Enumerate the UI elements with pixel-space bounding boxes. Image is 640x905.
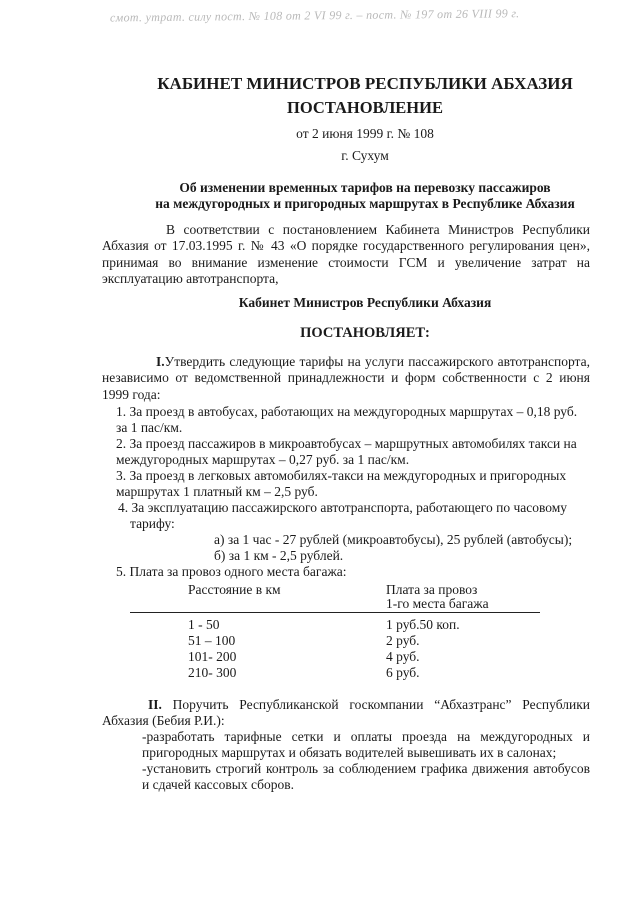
city: г. Сухум (341, 148, 389, 163)
section-2-intro-text: Поручить Республиканской госкомпании “Абхазтранс” Республики Абхазия (Бебия Р.И.): (102, 697, 590, 729)
table-row-distance: 1 - 50 (188, 617, 220, 632)
resolves-heading: ПОСТАНОВЛЯЕТ: (300, 325, 430, 341)
handwritten-annotation: смот. утрат. силу пост. № 108 от 2 VI 99 г. – пост. № 197 от 26 VIII 99 г. (109, 6, 520, 25)
document-type: ПОСТАНОВЛЕНИЕ (287, 98, 443, 117)
item-4-sub-a: а) за 1 час - 27 рублей (микроавтобусы), 25 рублей (автобусы); (214, 532, 573, 547)
cabinet-title: КАБИНЕТ МИНИСТРОВ РЕСПУБЛИКИ АБХАЗИЯ (157, 74, 573, 93)
table-header-distance: Расстояние в км (188, 582, 281, 597)
table-row-fee: 1 руб.50 коп. (386, 617, 460, 632)
table-header-fee-1: Плата за провоз (386, 582, 478, 597)
item-4-line-2: тарифу: (130, 516, 175, 531)
item-4-line-1: 4. За эксплуатацию пассажирского автотранспорта, работающего по часовому (118, 500, 568, 515)
section-1-number: I. (156, 354, 165, 369)
item-2-line-2: междугородных маршрутах – 0,27 руб. за 1 пас/км. (116, 452, 410, 467)
issuer: Кабинет Министров Республики Абхазия (238, 295, 492, 310)
table-row-fee: 4 руб. (386, 649, 420, 664)
section-2-task-1: -разработать тарифные сетки и оплаты проезда на междугородных и пригородных маршрутах и обязать водителей вывешивать их в салонах; (142, 729, 590, 761)
table-row-fee: 2 руб. (386, 633, 420, 648)
table-row-distance: 210- 300 (188, 665, 237, 680)
item-2-line-1: 2. За проезд пассажиров в микроавтобусах – маршрутных автомобилях такси на (116, 436, 577, 451)
section-2-number: II. (148, 697, 162, 712)
item-1-line-1: 1. За проезд в автобусах, работающих на междугородных маршрутах – 0,18 руб. (116, 404, 578, 419)
preamble: В соответствии с постановлением Кабинета Министров Республики Абхазия от 17.03.1995 г. № 43 «О порядке государственного регулирования цен», принимая во внимание изменение стоимости ГСМ и увеличение затрат на эксплуатацию автотранспорта, (102, 222, 590, 286)
item-4-sub-b: б) за 1 км - 2,5 рублей. (214, 548, 344, 563)
table-header-rule (130, 612, 540, 613)
section-1-intro (102, 354, 590, 403)
section-2-intro (102, 697, 590, 730)
table-header-fee-2: 1-го места багажа (386, 596, 489, 611)
section-1-intro-text: Утвердить следующие тарифы на услуги пассажирского автотранспорта, независимо от ведомственной принадлежности и форм собственности с 2 июня 1999 года: (102, 354, 590, 402)
item-3-line-2: маршрутах 1 платный км – 2,5 руб. (116, 484, 318, 499)
table-row-fee: 6 руб. (386, 665, 420, 680)
item-3-line-1: 3. За проезд в легковых автомобилях-такси на междугородных и пригородных (116, 468, 567, 483)
document-subject (100, 180, 630, 212)
table-row-distance: 101- 200 (188, 649, 237, 664)
subject-line-1: Об изменении временных тарифов на перевозку пассажиров (179, 180, 551, 195)
table-row-distance: 51 – 100 (188, 633, 236, 648)
section-2-task-2: -установить строгий контроль за соблюдением графика движения автобусов и сдачей кассовых сборов. (142, 761, 590, 793)
item-5: 5. Плата за провоз одного места багажа: (116, 564, 347, 579)
date-number: от 2 июня 1999 г. № 108 (296, 126, 434, 141)
subject-line-2: на междугородных и пригородных маршрутах в Республике Абхазия (155, 196, 575, 211)
item-1-line-2: за 1 пас/км. (116, 420, 183, 435)
